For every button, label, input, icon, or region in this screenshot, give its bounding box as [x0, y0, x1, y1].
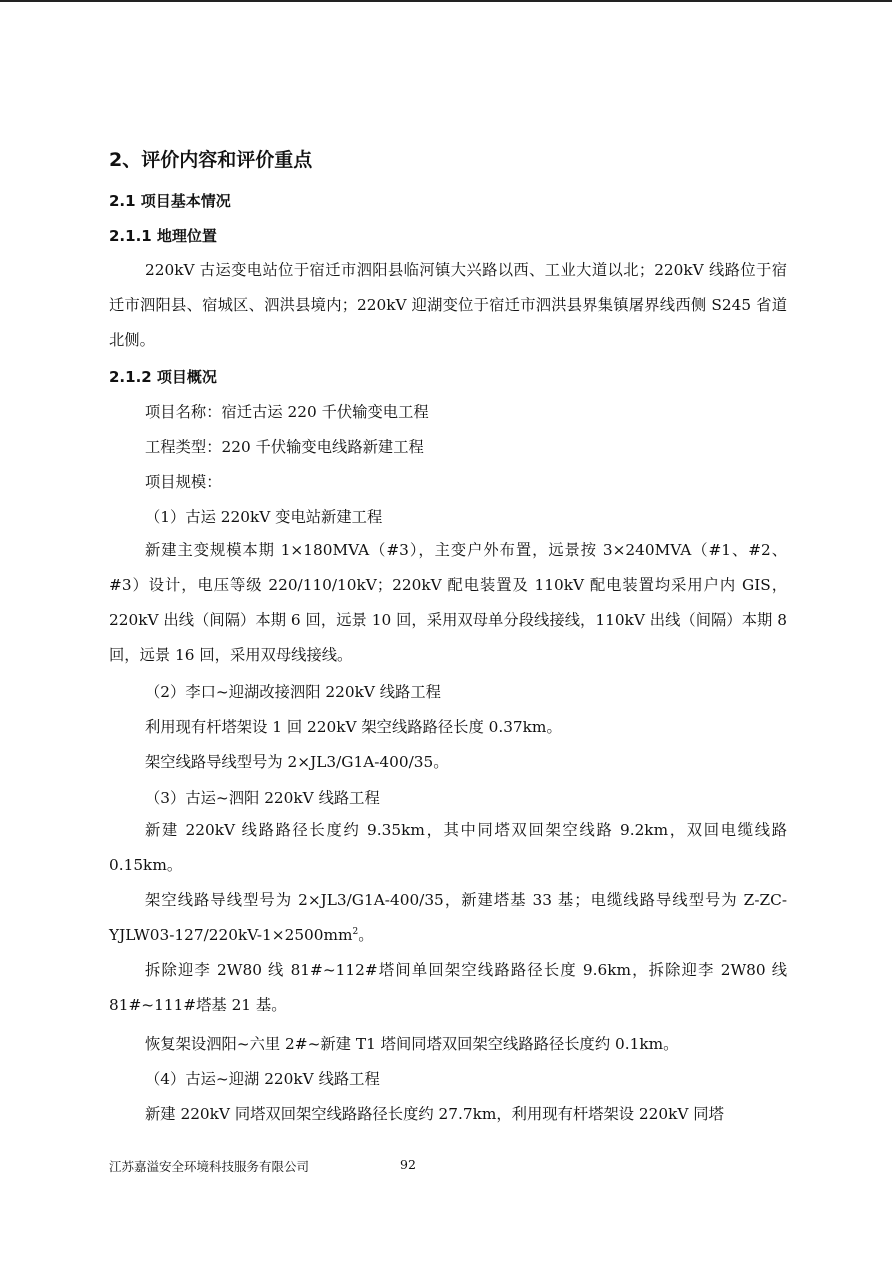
item4-line1: 新建 220kV 同塔双回架空线路路径长度约 27.7km，利用现有杆塔架设 220kV 同塔 [145, 1105, 724, 1123]
footer-page-number: 92 [400, 1157, 416, 1172]
subsection-heading-2-1-2: 2.1.2 项目概况 [109, 368, 217, 386]
item2-title: （2）李口~迎湖改接泗阳 220kV 线路工程 [145, 683, 441, 701]
top-border-line [0, 0, 892, 2]
subsection-heading-2-1: 2.1 项目基本情况 [109, 192, 231, 210]
superscript-2: 2 [352, 926, 359, 937]
item2-line1: 利用现有杆塔架设 1 回 220kV 架空线路路径长度 0.37km。 [145, 718, 562, 736]
footer-company: 江苏嘉溢安全环境科技服务有限公司 [109, 1159, 310, 1174]
project-name-line: 项目名称：宿迁古运 220 千伏输变电工程 [145, 403, 429, 421]
item3-line4: 恢复架设泗阳~六里 2#~新建 T1 塔间同塔双回架空线路路径长度约 0.1km。 [145, 1035, 679, 1053]
section-heading: 2、评价内容和评价重点 [109, 149, 313, 171]
cable-spec-text: 架空线路导线型号为 2×JL3/G1A-400/35，新建塔基 33 基；电缆线路导线型号为 Z-ZC-YJLW03-127/220kV-1×2500mm [109, 891, 787, 944]
item1-title: （1）古运 220kV 变电站新建工程 [145, 508, 383, 526]
item3-title: （3）古运~泗阳 220kV 线路工程 [145, 789, 380, 807]
subsection-heading-2-1-1: 2.1.1 地理位置 [109, 227, 217, 245]
cable-spec-end: 。 [358, 926, 374, 944]
item3-paragraph1: 新建 220kV 线路路径长度约 9.35km，其中同塔双回架空线路 9.2km，双回电缆线路 0.15km。 [109, 821, 787, 874]
item1-paragraph: 新建主变规模本期 1×180MVA（#3），主变户外布置，远景按 3×240MVA（#1、#2、#3）设计，电压等级 220/110/10kV；220kV 配电装置及 110kV 配电装置均采用户内 GIS，220kV 出线（间隔）本期 6 回，远景 10 回，采用双母单分段线接线，110kV 出线（间隔）本期 8 回，远景 16 回，采用双母线接线。 [109, 541, 787, 664]
project-type-line: 工程类型：220 千伏输变电线路新建工程 [145, 438, 424, 456]
item3-paragraph3: 拆除迎李 2W80 线 81#~112#塔间单回架空线路路径长度 9.6km，拆除迎李 2W80 线 81#~111#塔基 21 基。 [109, 961, 787, 1014]
item2-line2: 架空线路导线型号为 2×JL3/G1A-400/35。 [145, 753, 449, 771]
item4-title: （4）古运~迎湖 220kV 线路工程 [145, 1070, 380, 1088]
location-paragraph: 220kV 古运变电站位于宿迁市泗阳县临河镇大兴路以西、工业大道以北；220kV 线路位于宿迁市泗阳县、宿城区、泗洪县境内；220kV 迎湖变位于宿迁市泗洪县界集镇屠界线西侧 S245 省道北侧。 [109, 261, 787, 349]
item3-paragraph2 [109, 883, 787, 953]
project-scale-line: 项目规模： [145, 473, 222, 491]
